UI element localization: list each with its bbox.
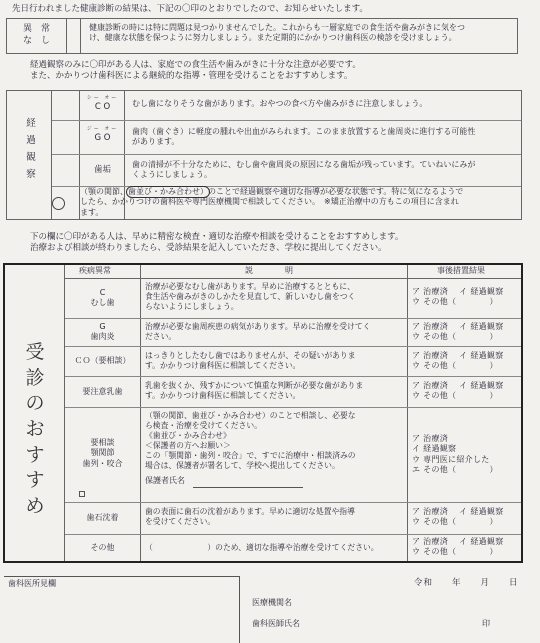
small-box-mark: [79, 491, 85, 497]
recommendation-side: [5, 265, 65, 561]
observation-side-label: 経 過 観 察: [26, 118, 36, 181]
no-issue-label: 異 常 な し: [7, 19, 67, 53]
seal-label: 印: [482, 619, 490, 628]
recommend-row-jaw: [65, 408, 521, 503]
guardian-signature-label: 保護者氏名: [145, 476, 185, 485]
recommend-result[interactable]: ア 治療済 イ 経過観察 ウ その他（ ）: [412, 381, 504, 401]
recommend-name: 要注意乳歯: [82, 387, 123, 396]
recommend-explanation: （ ）のため、適切な指導や治療を受けてください。: [145, 543, 379, 552]
observation-text: 歯の清掃が不十分なために、むし歯や歯周炎の原因になる歯垢が残っています。ていねいにみが くようにしましょう。: [132, 160, 476, 180]
observation-text: 歯肉（歯ぐき）に軽度の腫れや出血がみられます。このまま放置すると歯周炎に進行する可能性 があります。: [132, 127, 476, 147]
observation-code-ruby: ジー オー: [86, 126, 119, 132]
recommend-explanation: はっきりとしたむし歯ではありませんが、その疑いがありま す。かかりつけ歯科医に相談してください。: [145, 351, 356, 371]
recommend-row-calculus: [65, 503, 521, 535]
recommend-row-other: [65, 535, 521, 561]
recommend-row-baby-tooth: [65, 377, 521, 408]
date-field[interactable]: 令和 年 月 日: [414, 578, 519, 588]
header-result: 事後措置結果: [437, 266, 485, 275]
observation-code: [80, 95, 125, 113]
dentist-opinion-label: 歯科医所見欄: [8, 579, 56, 588]
observation-row-co: [52, 91, 521, 121]
recommend-name: その他: [90, 543, 115, 552]
observation-code-ruby: シー オー: [86, 95, 119, 101]
recommend-result[interactable]: ア 治療済 イ 経過観察 ウ その他（ ）: [412, 507, 504, 527]
recommend-name: G 歯肉炎: [90, 322, 115, 342]
recommend-explanation: 治療が必要なむし歯があります。早めに治療するとともに、 食生活や歯みがきのしかたを見直して、新しいむし歯をつく らないようにしましょう。: [145, 282, 356, 312]
dentist-name-label: 歯科医師氏名: [252, 619, 300, 628]
recommend-explanation: （顎の関節、歯並び・かみ合わせ）のことで相談し、必要な ら検査・治療を受けてください。: [145, 411, 356, 431]
observation-code: 歯垢: [93, 165, 111, 175]
recommend-name: C むし歯: [90, 288, 115, 308]
observation-code: [80, 126, 125, 144]
selected-circle-mark: [52, 197, 65, 210]
recommend-lead: 下の欄に〇印がある人は、早めに精密な検査・適切な治療や相談を受けることをおすすめします。 治療および相談が終わりましたら、受診結果を記入していただき、学校に提出してください。: [30, 232, 404, 254]
recommend-name: 要相談 顎関節 歯列・咬合: [82, 438, 123, 468]
observation-row-go: [52, 121, 521, 155]
recommend-result[interactable]: ア 治療済 イ 経過観察 ウ その他（ ）: [412, 287, 504, 307]
recommend-name: 歯石沈着: [86, 513, 119, 522]
intro-text: 先日行われました健康診断の結果は、下記の〇印のとおりでしたので、お知らせいたします。: [12, 4, 368, 14]
observation-row-plaque: [52, 155, 521, 187]
recommendation-table: [3, 263, 523, 563]
institution-name-label: 医療機関名: [252, 598, 292, 607]
no-issue-text: 健康診断の時には特に問題は見つかりませんでした。これからも一層家庭での食生活や歯みがきに気をつ け、健康な状態を保つように努力しましょう。また定期的にかかりつけ歯科医の検診を受けましょう。: [89, 23, 465, 43]
observation-code-label: C O: [94, 101, 111, 112]
guardian-signature-field[interactable]: [193, 487, 303, 488]
no-issue-table: [6, 18, 518, 54]
recommend-result[interactable]: ア 治療済 イ 経過観察 ウ 専門医に紹介した エ その他（ ）: [412, 434, 498, 475]
handwritten-oval-mark: [126, 186, 210, 198]
header-disease: 疾病異常: [79, 266, 111, 275]
observation-jaw-text: （顎の関節、歯並び・かみ合わせ）のことで経過観察や適切な指導が必要な状態です。特に気になるようで したら、かかりつけの歯科医や専門医療機関で相談してください。 ※矯正治療中の方もこの項目に含まれ ます。: [80, 187, 464, 217]
recommendation-title: 受 診 の お す す め: [25, 341, 45, 517]
recommend-result[interactable]: ア 治療済 イ 経過観察 ウ その他（ ）: [412, 537, 504, 557]
recommend-row-gingivitis: [65, 319, 521, 347]
recommend-explanation-sub: 《歯並び・かみ合わせ》 ＜保護者の方へお願い＞ この「顎関節・歯列・咬合」で、すでに治療中・相談済みの 場合は、保護者が署名して、学校へ提出してください。: [145, 431, 356, 471]
header-explanation: 説 明: [245, 266, 293, 275]
recommend-name: ＣＯ（要相談）: [74, 356, 131, 365]
observation-code-label: G O: [94, 132, 111, 143]
recommend-result[interactable]: ア 治療済 イ 経過観察 ウ その他（ ）: [412, 322, 504, 342]
observation-text: むし歯になりそうな歯があります。おやつの食べ方や歯みがきに注意しましょう。: [132, 99, 428, 108]
recommend-explanation: 治療が必要な歯周疾患の病気があります。早めに治療を受けてく ださい。: [145, 322, 371, 342]
recommend-explanation: 乳歯を抜くか、残すかについて慎重な判断が必要な歯がありま す。かかりつけ歯科医に相談してください。: [145, 381, 364, 401]
observation-lead: 経過観察のみに〇印がある人は、家庭での食生活や歯みがきに十分な注意が必要です。 また、かかりつけ歯科医による継続的な指導・管理を受けることをおすすめします。: [30, 60, 361, 82]
recommend-row-co: [65, 347, 521, 377]
dentist-opinion-box[interactable]: [4, 576, 240, 643]
observation-side: [7, 91, 52, 219]
recommend-result[interactable]: ア 治療済 イ 経過観察 ウ その他（ ）: [412, 351, 504, 371]
recommend-explanation: 歯の表面に歯石の沈着があります。早めに適切な処置や指導 を受けてください。: [145, 507, 355, 527]
no-issue-check-cell[interactable]: [67, 19, 81, 53]
recommend-row-caries: [65, 279, 521, 319]
recommendation-header: [65, 265, 521, 279]
